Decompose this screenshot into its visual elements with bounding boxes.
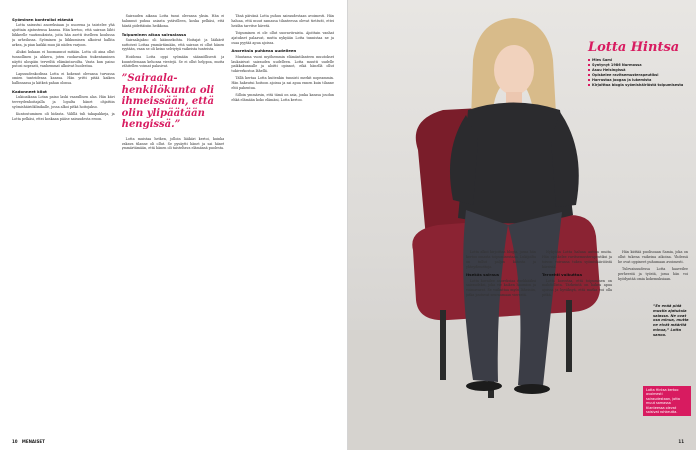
left-page-columns	[12, 14, 334, 154]
page-number-right: 11	[678, 439, 684, 444]
left-column-3	[231, 14, 334, 154]
profile-fact: Kirjoittaa blogia syömishäiriöstä toipumisesta	[588, 83, 688, 88]
profile-fact: Mies Sami	[588, 58, 688, 63]
body-paragraph: Tällä kertaa Lotta kuitenkin tunnisti merkit nopeammin. Hän hakeutui hoitoon ajoissa ja sai apua ennen kuin tilanne ehti pahentua.	[231, 76, 335, 91]
profile-name: Lotta Hintsa	[588, 40, 680, 55]
body-paragraph: Hoidossa Lotta oppi syömään säännöllisesti ja kuuntelemaan kehonsa viestejä. Se ei ollut helppoa, mutta vähitellen voimat palasivat.	[121, 54, 225, 69]
subheading: Itsekäs sairaus	[466, 272, 500, 278]
side-quote: ”En enää pidä mustia ajatuksia salassa. Ne ovat osa minua, mutta ne eivät määritä minua,” Lotta sanoo.	[653, 304, 689, 337]
body-paragraph: Lotta alkoi kirjoittaa blogia, jossa hän kertoo omasta toipumisestaan. Lukijoilta on tullut paljon kiitosta ja yhteydenottoja.	[466, 250, 536, 269]
body-paragraph: Toipuminen ei ole ollut suoraviivaista. Ajoittain vanhat ajatukset palaavat, mutta nykyään Lotta tunnistaa ne ja osaa pyytää apua ajoissa.	[231, 30, 335, 45]
subheading: Tervehti vaikuttaa	[542, 272, 583, 278]
profile-fact: Harrastaa joogaa ja lukemista	[588, 78, 688, 83]
profile-box	[588, 40, 688, 88]
body-paragraph: Tulevaisuudessa Lotta haaveilee perheestä ja työstä, jossa hän voi hyödyntää omia kokemuksiaan.	[618, 266, 688, 281]
body-paragraph: Hän kiittää puolisoaan Samia, joka on ollut tukena vaikeina aikoina. Yhdessä he ovat oppineet puhumaan avoimesti.	[618, 250, 688, 264]
subheading: Kadonneet kilot	[12, 89, 47, 95]
left-column-1	[12, 14, 115, 154]
photo-caption: Lotta Hintsa kertoo avoimesti sairaudestaan, jotta muut samassa tilanteessa olevat saisivat rohkeutta.	[643, 386, 691, 416]
body-paragraph: Lotta korostaa, että toipuminen on mahdollista. Tärkeintä on hakea apua ajoissa ja hyväksyä, että matka voi olla pitkä.	[542, 278, 612, 298]
body-paragraph: Sairauden aikana Lotta tunsi olevansa yksin. Hän ei halunnut puhua asiasta ystävilleen, koska pelkäsi, että häntä pidettäisiin heikkona.	[121, 14, 225, 28]
body-paragraph: Lukioaikana Lotan paino laski vaarallisen alas. Hän kävi terveydenhoitajalla ja lopulta hänet ohjattiin syömishäiriöklinikalle, jossa alkoi pitkä hoitojakso.	[12, 95, 115, 109]
pull-quote: ”Sairaala-henkilökunta oli ihmeissään, että olin ylipäätään hengissä.”	[121, 73, 215, 131]
left-column-2	[122, 14, 225, 154]
subheading: Syöminen kontrolloi elämää	[12, 17, 74, 22]
body-paragraph: Sairaalajakso oli käännekohta. Hoitajat ja lääkärit auttoivat Lottaa ymmärtämään, että sairaus ei ollut hänen syytään, vaan se oli keino selviytyä vaikeista tunteista.	[121, 37, 225, 52]
body-paragraph: Aluksi kukaan ei huomannut mitään. Lotta oli aina ollut tunnollinen ja ahkera, joten ruokavalion tiukentaminen näytti ulospäin terveiltä elämäntavoilta. Vasta kun paino putosi nopeasti, vanhemmat alkoivat huolestua.	[12, 49, 115, 69]
page-number-left: 10	[12, 439, 18, 444]
profile-fact: Syntynyt 1986 Nurmossa	[588, 63, 688, 68]
right-column-2	[542, 250, 612, 300]
body-paragraph: Lotta sairastui anoreksiaan jo nuorena ja taistelee yhä ajoittain ajatustensa kanssa. Hän kertoo, että sairaus lähti liikkeelle vaatimuksista, joita hän asetti itselleen koulussa ja urheilussa. Syöminen ja liikkuminen alkoivat hallita arkea, ja pian kaikki muu jäi niiden varjoon.	[12, 23, 115, 47]
body-paragraph: Kuntoutuminen oli hidasta. Välillä tuli takapakkeja, ja Lotta pelkäsi, ettei koskaan pääse sairaudesta eroon.	[12, 112, 115, 122]
right-folio	[678, 439, 684, 444]
body-paragraph: Lotta kuvailee anoreksiaa itsekkääksi sairaudeksi, joka vie kaiken huomion ja voimavarat. Se vaikuttaa myös läheisiin, jotka joutuvat seuraamaan vierestä.	[466, 278, 536, 298]
right-column-1	[466, 250, 536, 300]
right-page-columns	[466, 250, 688, 300]
body-paragraph: Lotta muistaa hetken, jolloin lääkäri kertoi, kuinka vakava tilanne oli ollut. Se pysäytti hänet ja sai hänet ymmärtämään, että hänen oli taisteltava elämänsä puolesta.	[121, 136, 225, 151]
subheading: Anoreksia puhkeaa uudelleen	[231, 48, 297, 54]
profile-facts	[588, 58, 688, 88]
left-folio	[12, 439, 45, 444]
magazine-brand: MENAISET	[21, 439, 45, 444]
body-paragraph: Nykyään Lotta haluaa auttaa muita. Hän opiskelee ravitsemusterapeutiksi ja toivoo voivansa tukea syömishäiriöistä kärsiviä.	[542, 250, 612, 269]
body-paragraph: Silloin ymmärsin, että tämä on asia, jonka kanssa joudun ehkä elämään koko elämäni, Lotta kertoo.	[231, 93, 335, 103]
profile-fact: Asuu Helsingissä	[588, 68, 688, 73]
body-paragraph: Lapsuudenkodissa Lotta ei kokenut olevansa turvassa omien tunteidensa kanssa. Hän yritti pitää kaiken hallinnassa ja kätkeä pahan olonsa.	[12, 71, 115, 86]
body-paragraph: Muutama vuosi myöhemmin elämäntilanteen muutokset laukaisivat sairauden uudelleen. Lotta muutti uudelle paikkakunnalle ja aloitti opinnot, eikä hänellä ollut tukiverkostoa lähellä.	[231, 54, 335, 74]
right-column-3	[618, 250, 688, 300]
body-paragraph: Tänä päivänä Lotta puhuu sairaudestaan avoimesti. Hän haluaa, että muut samassa tilanteessa olevat tietävät, ettei heidän tarvitse hävetä.	[231, 14, 335, 28]
subheading: Toipuminen alkaa sairaalassa	[121, 31, 187, 37]
right-page	[348, 0, 696, 450]
profile-fact: Opiskelee ravitsemusterapeutiksi	[588, 73, 688, 78]
